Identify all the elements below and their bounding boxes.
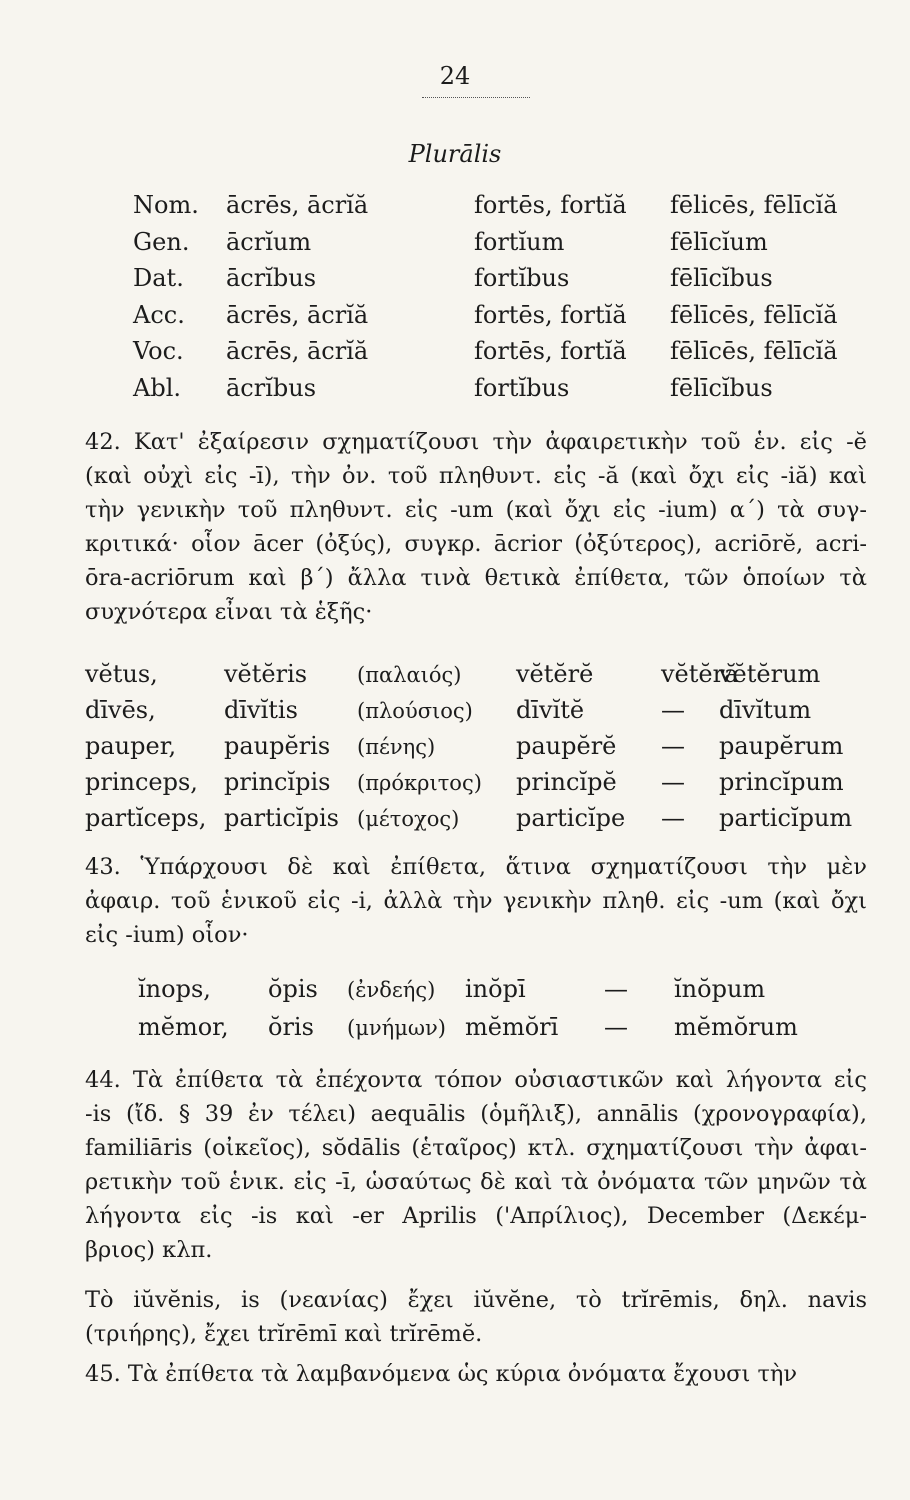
declension-row-cell: Acc.: [133, 300, 185, 329]
adjective-row-cell: dīvēs,: [85, 696, 156, 724]
text-line: ρετικὴν τοῦ ἑνικ. εἰς -ī, ὡσαύτως δὲ καὶ τὰ ὀνόματα τῶν μηνῶν τὰ: [85, 1169, 867, 1195]
declension-row-cell: fortēs, fortĭă: [474, 300, 627, 329]
text-line: εἰς -ium) οἷον·: [85, 922, 249, 948]
declension-row-cell: fēlicēs, fēlīcĭă: [670, 191, 838, 219]
adjective-row-cell: vĕtĕrĕ: [516, 660, 594, 688]
page-number-rule: [422, 97, 530, 98]
declension-row-cell: fēlīcĭum: [670, 227, 768, 256]
text-line: (καὶ οὐχὶ εἰς -ī), τὴν ὀν. τοῦ πληθυντ. εἰς -ă (καὶ ὄχι εἰς -iă) καὶ: [85, 463, 867, 489]
example-row-cell: mĕmor,: [138, 1013, 229, 1041]
declension-row-cell: ācrĭbus: [226, 373, 317, 402]
example-row-cell: mĕmŏrī: [465, 1013, 559, 1041]
text-line: familiāris (οἰκεῖος), sŏdālis (ἑταῖρος) κτλ. σχηματίζουσι τὴν ἀφαι-: [85, 1135, 867, 1161]
declension-row-cell: fēlīcēs, fēlīcĭă: [670, 300, 838, 329]
adjective-row-cell: paupĕrum: [719, 732, 844, 760]
declension-row-cell: Nom.: [133, 191, 199, 219]
declension-row-cell: Dat.: [133, 264, 184, 292]
declension-row-cell: ācrēs, ācrĭă: [226, 300, 369, 329]
paragraph-45: [85, 1357, 867, 1391]
text-line: 44. Τὰ ἐπίθετα τὰ ἐπέχοντα τόπον οὐσιαστικῶν καὶ λήγοντα εἰς: [85, 1067, 867, 1093]
adjective-row: [85, 804, 875, 840]
adjective-row: [85, 768, 875, 804]
adjective-row-cell: vĕtus,: [85, 660, 158, 688]
adjective-row-cell: pauper,: [85, 732, 177, 760]
text-line: τὴν γενικὴν τοῦ πληθυντ. εἰς -um (καὶ ὄχι εἰς -ium) α΄) τὰ συγ-: [85, 497, 867, 523]
adjective-row-cell: —: [661, 804, 685, 832]
adjective-row-cell: (μέτοχος): [357, 807, 460, 831]
declension-row-cell: Abl.: [133, 373, 181, 402]
declension-row-cell: ācrēs, ācrĭă: [226, 191, 369, 219]
declension-row-cell: ācrĭbus: [226, 264, 317, 292]
adjective-row-cell: dīvĭtum: [719, 696, 812, 724]
text-line: ōra-acriōrum καὶ β΄) ἄλλα τινὰ θετικὰ ἐπίθετα, τῶν ὁποίων τὰ: [85, 565, 867, 591]
adjective-row-cell: (παλαιός): [357, 663, 462, 687]
adjective-row-cell: (πένης): [357, 735, 436, 759]
text-line: κριτικά· οἷον ācer (ὀξύς), συγκρ. ācrior (ὀξύτερος), acriōrĕ, acri-: [85, 531, 867, 557]
adjective-list: [85, 660, 875, 840]
example-row-cell: ĭnops,: [138, 975, 211, 1003]
adjective-row-cell: particĭpum: [719, 804, 853, 832]
adjective-row-cell: particĭpe: [516, 804, 626, 832]
example-row-cell: ŏpis: [268, 975, 318, 1003]
example-row-cell: ŏris: [268, 1013, 314, 1041]
adjective-row: [85, 660, 875, 696]
text-line: 45. Τὰ ἐπίθετα τὰ λαμβανόμενα ὡς κύρια ὀνόματα ἔχουσι τὴν: [85, 1361, 798, 1387]
declension-row-cell: fortēs, fortĭă: [474, 337, 627, 365]
adjective-row-cell: —: [661, 768, 685, 796]
example-row: [138, 975, 838, 1013]
adjective-row-cell: princĭpum: [719, 768, 844, 796]
declension-row: [133, 374, 873, 411]
adjective-row-cell: paupĕris: [224, 732, 331, 760]
page-number: 24: [439, 62, 471, 90]
declension-row: [133, 301, 873, 338]
adjective-row-cell: (πρόκριτος): [357, 771, 482, 795]
declension-row: [133, 228, 873, 265]
adjective-row-cell: paupĕrĕ: [516, 732, 617, 760]
adjective-row-cell: (πλούσιος): [357, 699, 473, 723]
adjective-row-cell: —: [661, 732, 685, 760]
paragraph-iuvenis: [85, 1283, 867, 1351]
text-line: συχνότερα εἶναι τὰ ἑξῆς·: [85, 599, 373, 625]
declension-table: [133, 191, 873, 410]
declension-row-cell: fēlīcĭbus: [670, 373, 773, 402]
text-line: 43. Ὑπάρχουσι δὲ καὶ ἐπίθετα, ἅτινα σχηματίζουσι τὴν μὲν: [85, 854, 867, 880]
paragraph-42: [85, 425, 867, 629]
declension-row-cell: fortĭbus: [474, 264, 570, 292]
declension-row-cell: fortĭum: [474, 227, 565, 256]
adjective-row: [85, 732, 875, 768]
example-row-cell: —: [604, 1013, 628, 1041]
text-line: Τὸ iŭvĕnis, is (νεανίας) ἔχει iŭvĕne, τὸ trĭrēmis, δηλ. navis: [85, 1287, 867, 1313]
text-line: ἀφαιρ. τοῦ ἑνικοῦ εἰς -i, ἀλλὰ τὴν γενικὴν πληθ. εἰς -um (καὶ ὄχι: [85, 888, 867, 914]
adjective-row-cell: dīvĭtĕ: [516, 696, 585, 724]
paragraph-43: [85, 850, 867, 952]
adjective-row-cell: princĭpis: [224, 768, 331, 796]
text-line: -is (ἴδ. § 39 ἐν τέλει) aequālis (ὁμῆλιξ), annālis (χρονογραφία),: [85, 1101, 867, 1127]
adjective-row-cell: partĭceps,: [85, 804, 207, 832]
declension-row-cell: ācrĭum: [226, 227, 312, 256]
adjective-row-cell: particĭpis: [224, 804, 339, 832]
text-line: (τριήρης), ἔχει trĭrēmī καὶ trĭrēmĕ.: [85, 1321, 483, 1347]
example-row-cell: inŏpī: [465, 975, 526, 1003]
adjective-row-cell: —: [661, 696, 685, 724]
adjective-row-cell: vĕtĕrum: [719, 660, 821, 688]
text-line: βριος) κλπ.: [85, 1237, 213, 1263]
example-row: [138, 1013, 838, 1051]
declension-row-cell: fortĭbus: [474, 373, 570, 402]
example-row-cell: (μνήμων): [347, 1016, 446, 1040]
example-row-cell: mĕmŏrum: [674, 1013, 798, 1041]
adjective-row-cell: dīvĭtis: [224, 696, 298, 724]
paragraph-44: [85, 1063, 867, 1267]
declension-row-cell: fēlīcĭbus: [670, 264, 773, 292]
adjective-row-cell: princĭpĕ: [516, 768, 617, 796]
declension-row-cell: Gen.: [133, 227, 190, 256]
declension-row: [133, 191, 873, 228]
adjective-row-cell: vĕtĕris: [224, 660, 308, 688]
text-line: λήγοντα εἰς -is καὶ -er Aprilis ('Απρίλιος), December (Δεκέμ-: [85, 1203, 867, 1229]
adjective-row: [85, 696, 875, 732]
adjective-row-cell: princeps,: [85, 768, 198, 796]
example-list: [138, 975, 838, 1051]
declension-row: [133, 264, 873, 301]
declension-row-cell: fortēs, fortĭă: [474, 191, 627, 219]
example-row-cell: ĭnŏpum: [674, 975, 766, 1003]
declension-row-cell: Voc.: [133, 337, 184, 365]
declension-row-cell: ācrēs, ācrĭă: [226, 337, 369, 365]
adjective-row-cell: vĕtĕră: [661, 660, 739, 688]
declension-row: [133, 337, 873, 374]
example-row-cell: (ἐνδεής): [347, 978, 436, 1002]
section-heading: Plurālis: [408, 140, 502, 168]
example-row-cell: —: [604, 975, 628, 1003]
text-line: 42. Κατ' ἐξαίρεσιν σχηματίζουσι τὴν ἀφαιρετικὴν τοῦ ἑν. εἰς -ĕ: [85, 429, 867, 455]
declension-row-cell: fēlīcēs, fēlīcĭă: [670, 337, 838, 365]
